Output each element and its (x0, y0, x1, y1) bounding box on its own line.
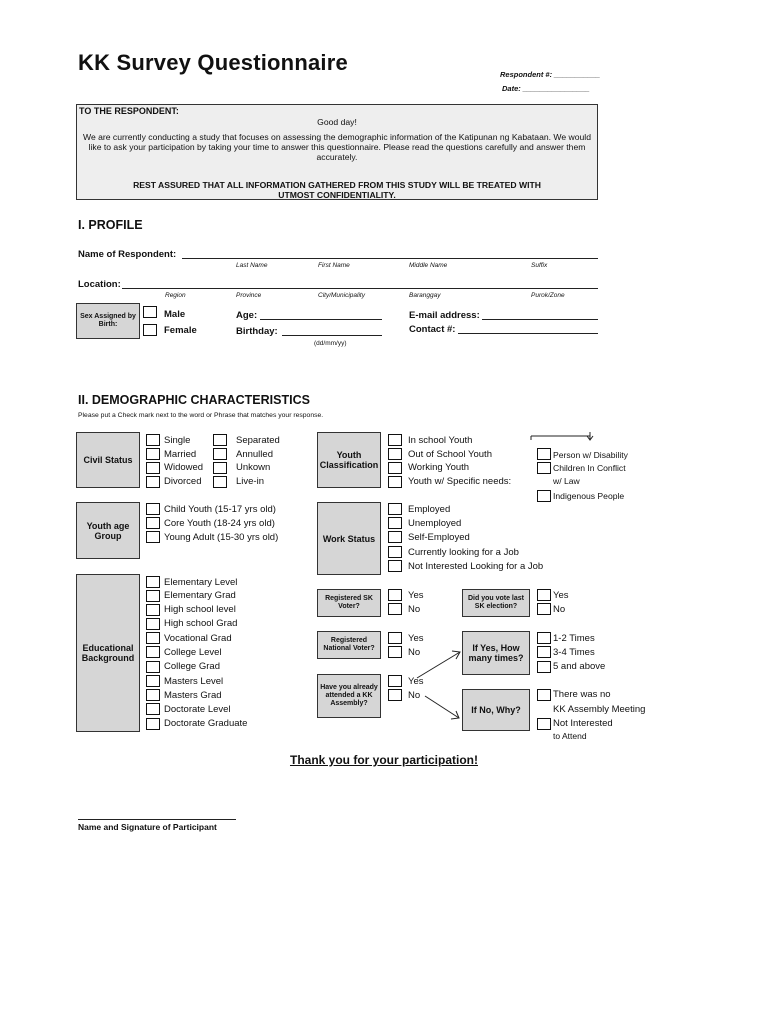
sex-label: Sex Assigned by Birth: (80, 313, 136, 328)
birthday-label: Birthday: (236, 326, 278, 337)
work-not-interested-checkbox[interactable] (388, 560, 402, 572)
edu-checkbox[interactable] (146, 604, 160, 616)
civil-option: Separated (236, 435, 280, 446)
email-label: E-mail address: (409, 310, 480, 321)
sub-purok: Purok/Zone (531, 292, 565, 299)
times-option: 5 and above (553, 661, 606, 672)
edu-checkbox[interactable] (146, 576, 160, 588)
civil-status-label: Civil Status (83, 455, 133, 465)
work-employed-checkbox[interactable] (388, 503, 402, 515)
edu-option: Vocational Grad (164, 633, 232, 644)
edu-option: High school Grad (164, 618, 238, 629)
flow-arrows-icon (405, 640, 467, 730)
respondent-notice (76, 104, 598, 200)
reason-not-interested-checkbox[interactable] (537, 718, 551, 730)
times-option: 1-2 Times (553, 633, 595, 644)
age-option: Core Youth (18-24 yrs old) (164, 518, 275, 529)
sub-first-name: First Name (318, 262, 350, 269)
sub-city: City/Municipality (318, 292, 365, 299)
educational-background-label: Educational Background (81, 643, 135, 663)
age-core-checkbox[interactable] (146, 517, 160, 529)
age-young-adult-checkbox[interactable] (146, 531, 160, 543)
edu-checkbox[interactable] (146, 646, 160, 658)
edu-option: Elementary Grad (164, 590, 236, 601)
location-input-line[interactable] (122, 288, 598, 289)
youth-classification-box (317, 432, 381, 488)
age-label: Age: (236, 310, 258, 321)
male-checkbox[interactable] (143, 306, 157, 318)
if-no-box (462, 689, 530, 731)
sk-no-checkbox[interactable] (388, 603, 402, 615)
specific-option: Children In Conflict (553, 463, 626, 473)
sub-province: Province (236, 292, 262, 299)
notice-body: We are currently conducting a study that focuses on assessing the demographic information of the Katipunan ng Kabataan. We would like to ask your participation by taking your time to answer this questionnaire. Please read the questions carefully and answer them accurately. (83, 132, 591, 162)
notice-assurance: REST ASSURED THAT ALL INFORMATION GATHERED FROM THIS STUDY WILL BE TREATED WITH UTMOST CONFIDENTIALITY. (133, 180, 541, 200)
voted-yes-checkbox[interactable] (537, 589, 551, 601)
edu-option: Elementary Level (164, 577, 238, 588)
youth-classification-label: Youth Classification (319, 450, 379, 470)
yc-option: Working Youth (408, 462, 470, 473)
location-label: Location: (78, 279, 121, 290)
sub-middle-name: Middle Name (409, 262, 448, 269)
voted-option: No (553, 604, 566, 615)
sub-barangay: Baranggay (409, 292, 441, 299)
national-option: No (408, 647, 421, 658)
specific-option: Person w/ Disability (553, 450, 628, 460)
contact-input-line[interactable] (458, 333, 598, 334)
notice-heading: TO THE RESPONDENT: (79, 106, 179, 116)
signature-line[interactable] (78, 819, 236, 820)
edu-checkbox[interactable] (146, 675, 160, 687)
civil-option: Single (164, 435, 191, 446)
name-label: Name of Respondent: (78, 249, 177, 260)
voted-option: Yes (553, 590, 569, 601)
civil-livein-checkbox[interactable] (213, 476, 227, 488)
male-label: Male (164, 309, 186, 320)
civil-option: Annulled (236, 449, 273, 460)
times-option: 3-4 Times (553, 647, 595, 658)
attended-kk-label: Have you already attended a KK Assembly? (320, 684, 378, 707)
times-5-above-checkbox[interactable] (537, 661, 551, 673)
birthday-format: (dd/mm/yy) (314, 340, 347, 347)
national-no-checkbox[interactable] (388, 646, 402, 658)
female-label: Female (164, 325, 197, 336)
edu-option: Masters Grad (164, 690, 222, 701)
educational-background-box (76, 574, 140, 732)
sk-yes-checkbox[interactable] (388, 589, 402, 601)
civil-status-box (76, 432, 140, 488)
edu-option: College Grad (164, 661, 220, 672)
date-field[interactable]: Date: ________________ (502, 84, 590, 93)
sub-last-name: Last Name (236, 262, 268, 269)
signature-label: Name and Signature of Participant (78, 822, 217, 832)
registered-national-box (317, 631, 381, 659)
name-input-line[interactable] (182, 258, 598, 259)
civil-separated-checkbox[interactable] (213, 434, 227, 446)
profile-heading: I. PROFILE (78, 218, 143, 232)
times-3-4-checkbox[interactable] (537, 646, 551, 658)
work-looking-checkbox[interactable] (388, 546, 402, 558)
registered-national-label: Registered National Voter? (323, 637, 375, 652)
respondent-number-field[interactable]: Respondent #: ___________ (500, 70, 601, 79)
kk-no-checkbox[interactable] (388, 689, 402, 701)
demographic-instruction: Please put a Check mark next to the word or Phrase that matches your response. (78, 412, 324, 419)
civil-annulled-checkbox[interactable] (213, 448, 227, 460)
indigenous-checkbox[interactable] (537, 490, 551, 502)
yc-option: Out of School Youth (408, 449, 492, 460)
voted-last-sk-label: Did you vote last SK election? (467, 595, 524, 610)
edu-option: Doctorate Level (164, 704, 231, 715)
work-option: Currently looking for a Job (408, 547, 519, 558)
age-option: Young Adult (15-30 yrs old) (164, 532, 279, 543)
specific-option: Indigenous People (553, 491, 625, 501)
sub-region: Region (165, 292, 186, 299)
civil-option: Divorced (164, 476, 202, 487)
sub-suffix: Suffix (531, 262, 548, 269)
edu-checkbox[interactable] (146, 618, 160, 630)
reason-option: KK Assembly Meeting (553, 704, 646, 715)
thank-you-message: Thank you for your participation! (289, 753, 478, 767)
kk-option: No (408, 690, 421, 701)
work-option: Self-Employed (408, 532, 470, 543)
reason-no-meeting-checkbox[interactable] (537, 689, 551, 701)
work-option: Unemployed (408, 518, 462, 529)
civil-option: Widowed (164, 462, 204, 473)
national-yes-checkbox[interactable] (388, 632, 402, 644)
if-yes-label: If Yes, How many times? (468, 643, 524, 663)
age-option: Child Youth (15-17 yrs old) (164, 504, 276, 515)
yc-working-checkbox[interactable] (388, 462, 402, 474)
edu-checkbox[interactable] (146, 689, 160, 701)
yc-option: Youth w/ Specific needs: (408, 476, 512, 487)
civil-option: Live-in (236, 476, 264, 487)
national-option: Yes (408, 633, 424, 644)
youth-age-group-box (76, 502, 140, 559)
sk-option: No (408, 604, 421, 615)
edu-checkbox[interactable] (146, 718, 160, 730)
civil-unknown-checkbox[interactable] (213, 462, 227, 474)
work-option: Employed (408, 504, 451, 515)
female-checkbox[interactable] (143, 324, 157, 336)
edu-option: College Level (164, 647, 222, 658)
work-unemployed-checkbox[interactable] (388, 517, 402, 529)
work-status-box (317, 502, 381, 575)
work-self-employed-checkbox[interactable] (388, 531, 402, 543)
age-input-line[interactable] (260, 319, 382, 320)
voted-no-checkbox[interactable] (537, 603, 551, 615)
notice-greeting: Good day! (317, 117, 357, 127)
edu-checkbox[interactable] (146, 632, 160, 644)
birthday-input-line[interactable] (282, 335, 382, 336)
yc-option: In school Youth (408, 435, 473, 446)
specific-option: w/ Law (553, 476, 580, 486)
edu-option: Doctorate Graduate (164, 718, 248, 729)
yc-outofschool-checkbox[interactable] (388, 448, 402, 460)
voted-last-sk-box (462, 589, 530, 617)
edu-checkbox[interactable] (146, 590, 160, 602)
demographic-heading: II. DEMOGRAPHIC CHARACTERISTICS (78, 393, 310, 407)
civil-widowed-checkbox[interactable] (146, 462, 160, 474)
edu-checkbox[interactable] (146, 703, 160, 715)
reason-option: There was no (553, 689, 611, 700)
reason-option: to Attend (553, 731, 587, 741)
registered-sk-label: Registered SK Voter? (325, 595, 373, 610)
yc-specific-checkbox[interactable] (388, 476, 402, 488)
reason-option: Not Interested (553, 718, 613, 729)
work-status-label: Work Status (322, 533, 376, 544)
youth-age-group-label: Youth age Group (86, 520, 130, 541)
kk-yes-checkbox[interactable] (388, 675, 402, 687)
if-no-label: If No, Why? (471, 705, 521, 715)
specific-needs-bracket-icon (528, 431, 598, 441)
civil-option: Unkown (236, 462, 271, 473)
civil-single-checkbox[interactable] (146, 434, 160, 446)
attended-kk-box (317, 674, 381, 718)
civil-married-checkbox[interactable] (146, 448, 160, 460)
if-yes-box (462, 631, 530, 675)
civil-divorced-checkbox[interactable] (146, 476, 160, 488)
age-child-checkbox[interactable] (146, 503, 160, 515)
kk-option: Yes (408, 676, 424, 687)
registered-sk-box (317, 589, 381, 617)
sex-label-box (76, 303, 140, 339)
sk-option: Yes (408, 590, 424, 601)
edu-option: High school level (164, 604, 236, 615)
page-title: KK Survey Questionnaire (78, 50, 348, 75)
pwd-checkbox[interactable] (537, 448, 551, 460)
work-option: Not Interested Looking for a Job (408, 561, 544, 572)
times-1-2-checkbox[interactable] (537, 632, 551, 644)
edu-checkbox[interactable] (146, 661, 160, 673)
civil-option: Married (164, 449, 197, 460)
email-input-line[interactable] (482, 319, 598, 320)
yc-inschool-checkbox[interactable] (388, 434, 402, 446)
contact-label: Contact #: (409, 324, 456, 335)
cicl-checkbox[interactable] (537, 462, 551, 474)
edu-option: Masters Level (164, 676, 224, 687)
